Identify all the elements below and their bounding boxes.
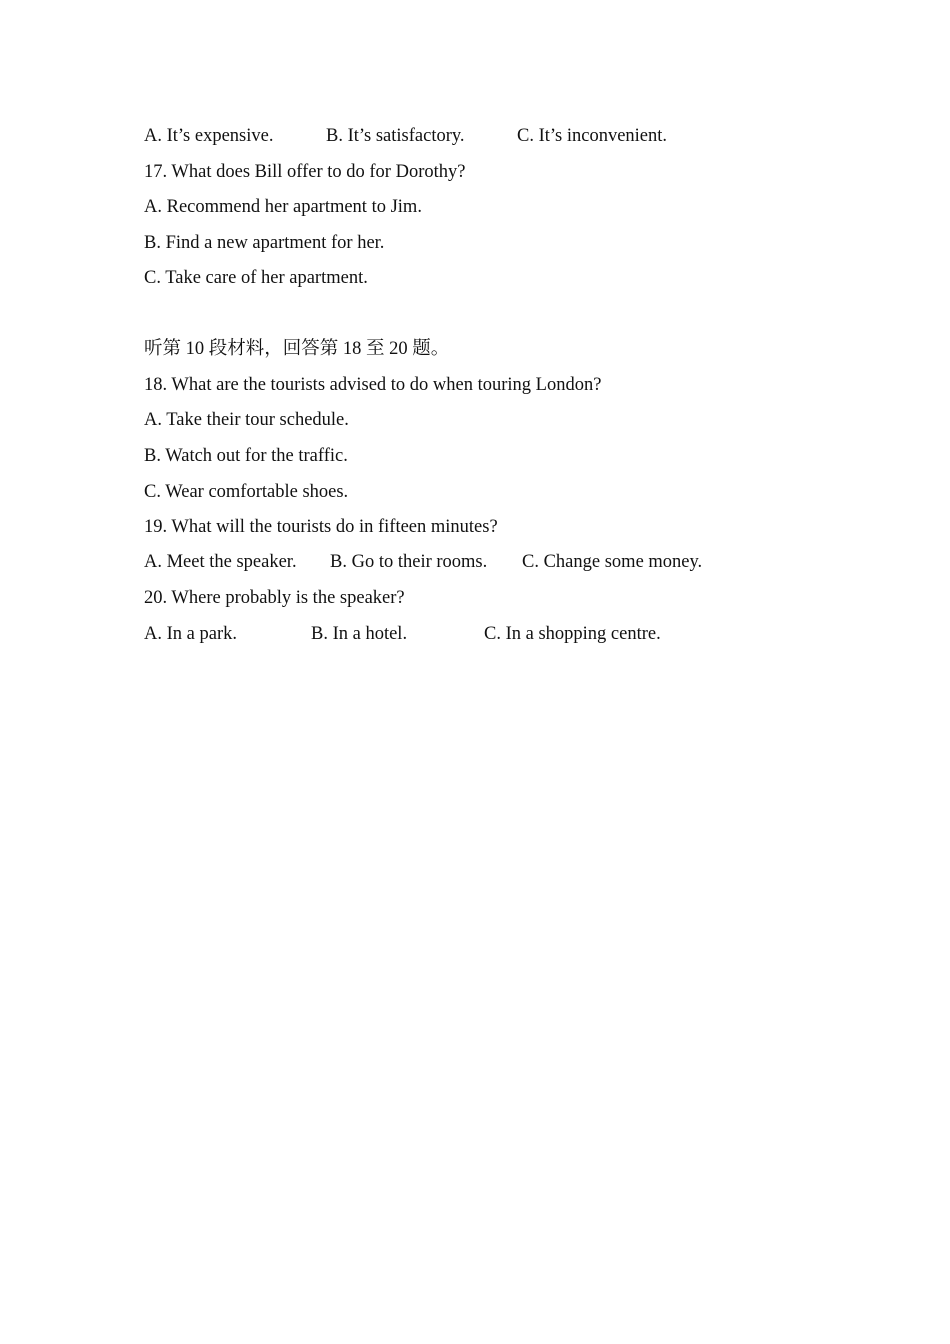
q17-question: 17. What does Bill offer to do for Dorothy? — [144, 162, 466, 182]
q18-option-a: A. Take their tour schedule. — [144, 410, 349, 430]
q16-option-c: C. It’s inconvenient. — [517, 126, 668, 146]
q19-option-a: A. Meet the speaker. — [144, 552, 297, 572]
q20-option-b: B. In a hotel. — [311, 624, 408, 644]
q17-option-c: C. Take care of her apartment. — [144, 268, 368, 288]
q19-options-row — [144, 551, 844, 573]
q18-option-c: C. Wear comfortable shoes. — [144, 482, 349, 502]
q17-option-a: A. Recommend her apartment to Jim. — [144, 197, 422, 217]
q17-option-b: B. Find a new apartment for her. — [144, 233, 385, 253]
q16-options-row — [144, 125, 844, 147]
q16-option-a: A. It’s expensive. — [144, 126, 274, 146]
q20-question: 20. Where probably is the speaker? — [144, 588, 405, 608]
q20-option-c: C. In a shopping centre. — [484, 624, 661, 644]
q19-option-c: C. Change some money. — [522, 552, 703, 572]
q20-options-row — [144, 623, 844, 645]
q20-option-a: A. In a park. — [144, 624, 237, 644]
q18-option-b: B. Watch out for the traffic. — [144, 446, 348, 466]
section-heading: 听第 10 段材料，回答第 18 至 20 题。 — [144, 339, 450, 359]
q19-question: 19. What will the tourists do in fifteen minutes? — [144, 517, 498, 537]
q18-question: 18. What are the tourists advised to do when touring London? — [144, 375, 602, 395]
q16-option-b: B. It’s satisfactory. — [326, 126, 465, 146]
q19-option-b: B. Go to their rooms. — [330, 552, 488, 572]
